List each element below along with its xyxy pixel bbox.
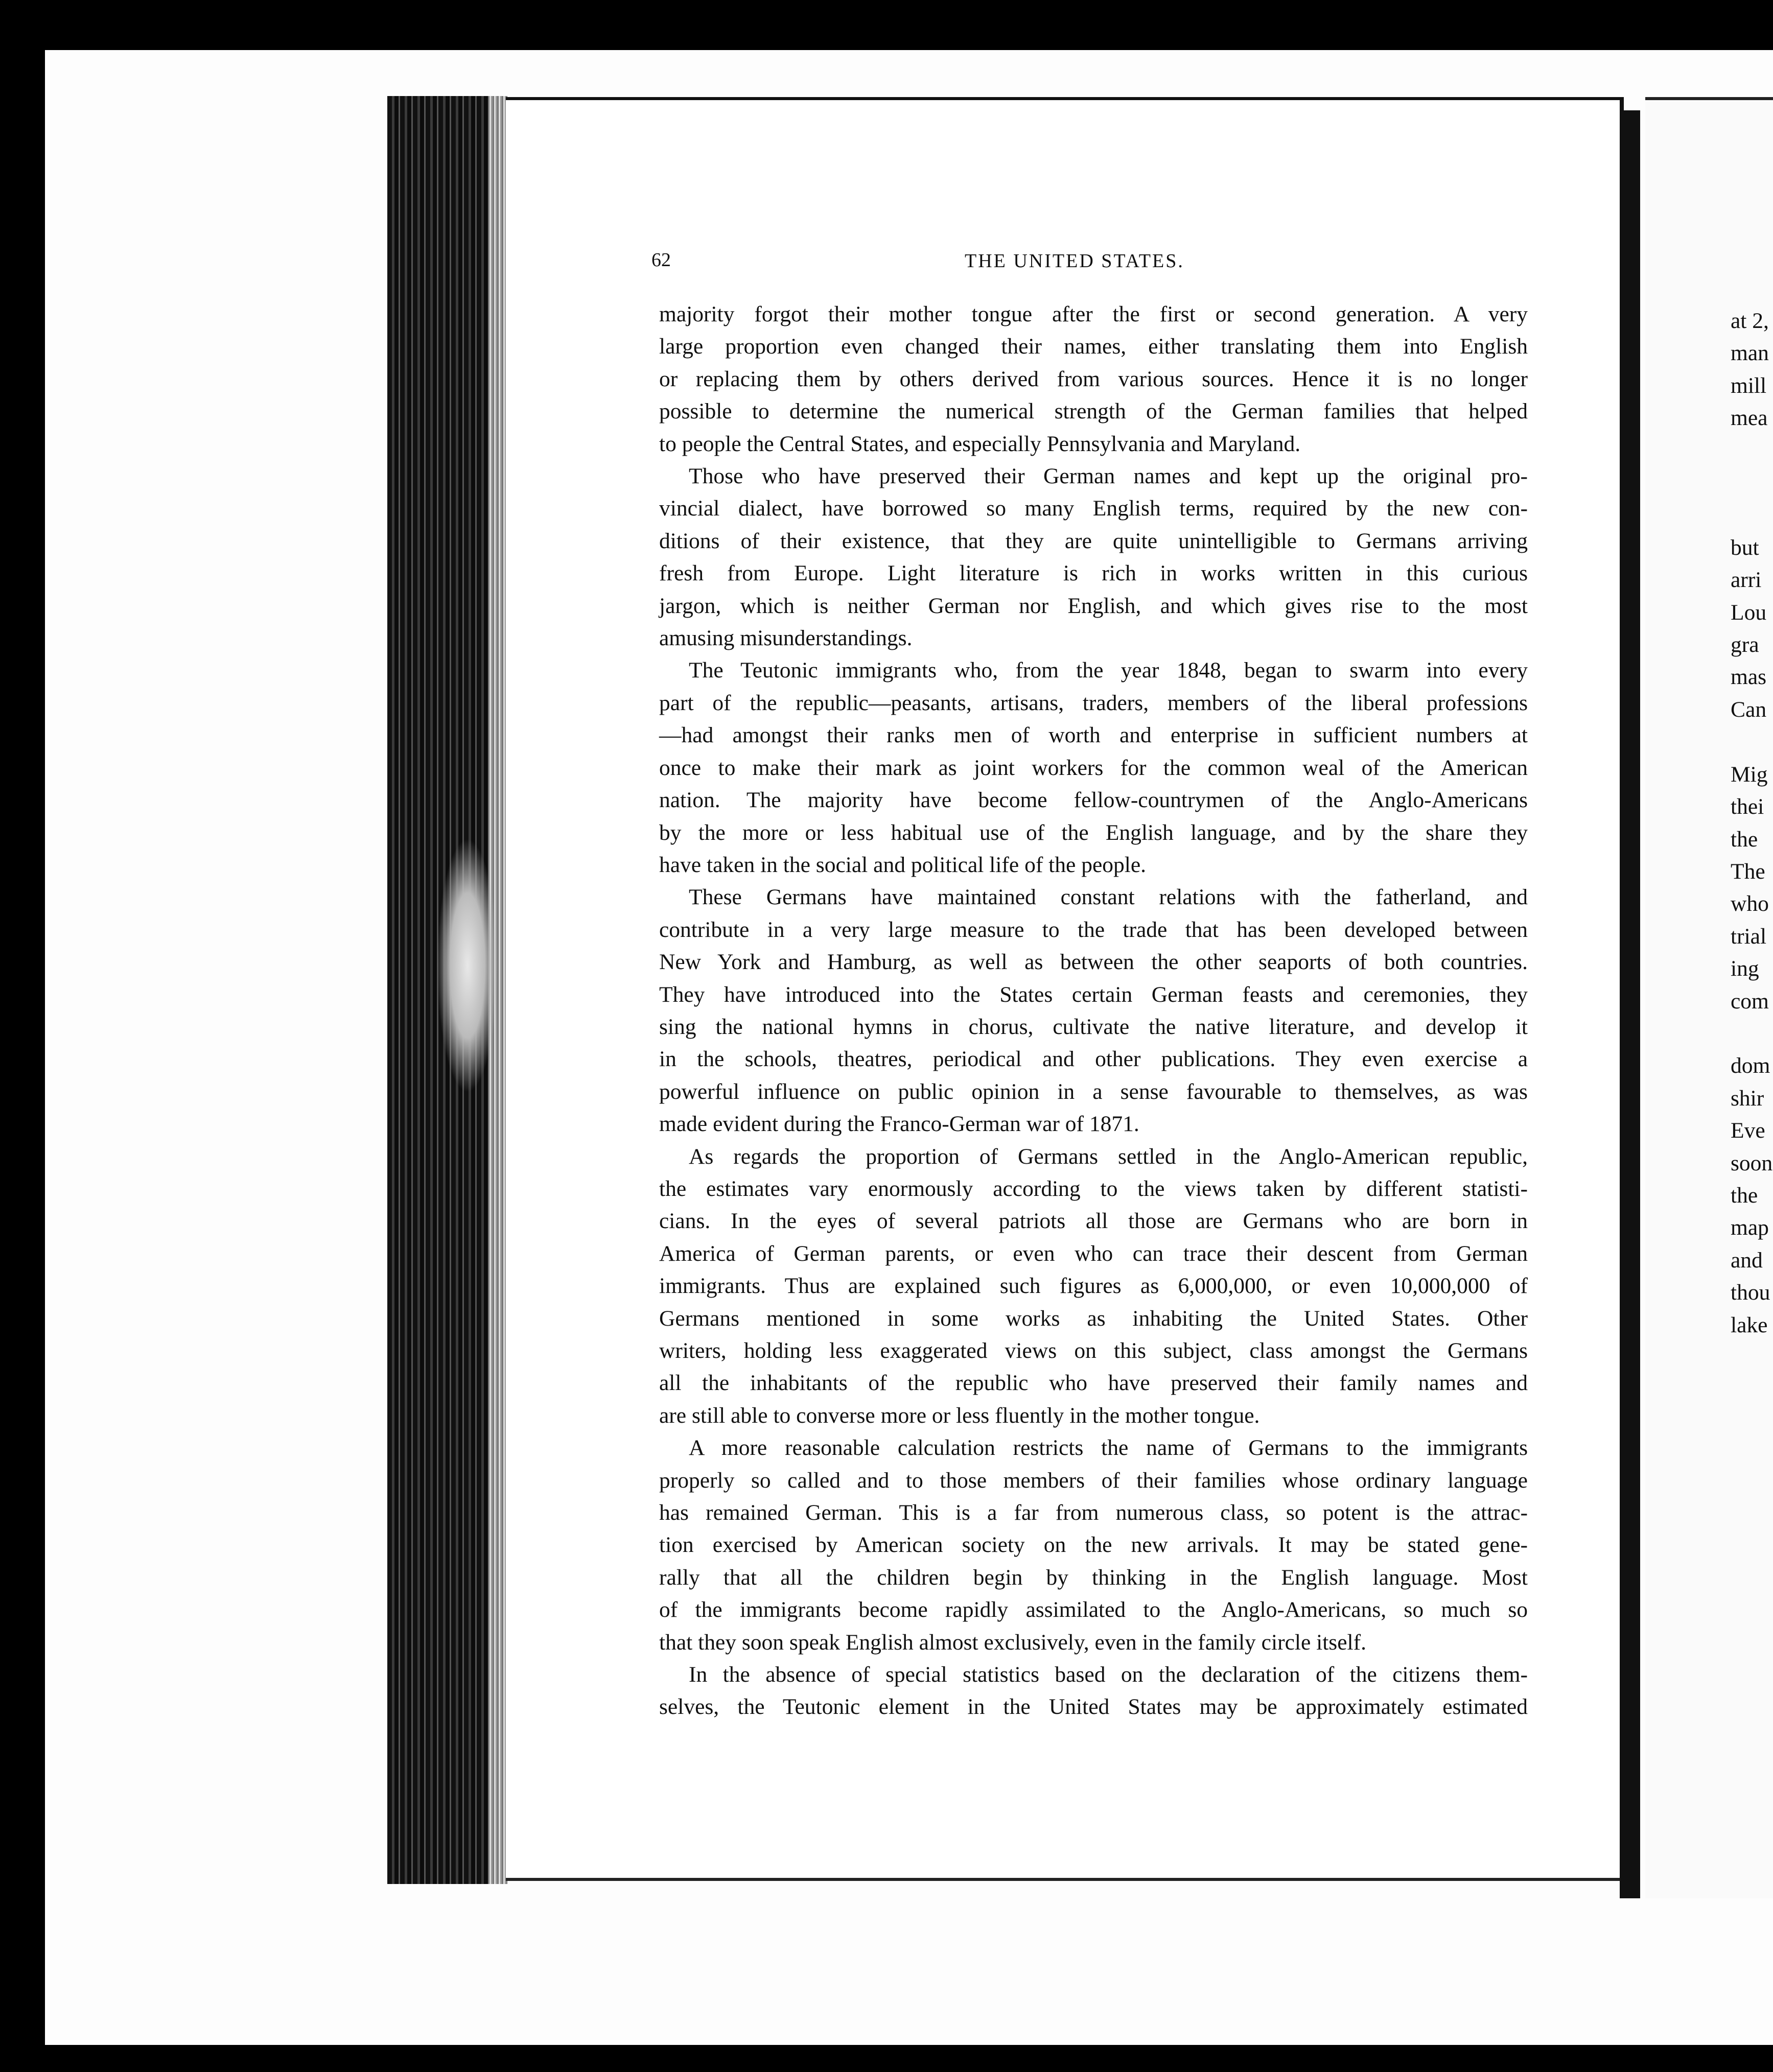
facing-line: the <box>1731 1183 1758 1208</box>
text-line: majority forgot their mother tongue after the first or second generation. A very <box>659 302 1528 326</box>
facing-line: lake <box>1731 1312 1768 1337</box>
text-line: Germans mentioned in some works as inhabiting the United States. Other <box>659 1306 1528 1331</box>
text-line: The Teutonic immigrants who, from the year 1848, began to swarm into every <box>689 658 1528 683</box>
text-line: large proportion even changed their names, either translating them into English <box>659 334 1528 359</box>
facing-line: The <box>1731 859 1765 884</box>
running-head: THE UNITED STATES. <box>965 250 1184 272</box>
text-line: has remained German. This is a far from numerous class, so potent is the attrac- <box>659 1500 1528 1525</box>
text-line: of the immigrants become rapidly assimilated to the Anglo-Americans, so much so <box>659 1597 1528 1622</box>
text-line: America of German parents, or even who can trace their descent from German <box>659 1241 1528 1266</box>
facing-line <box>1731 499 1773 531</box>
text-line: rally that all the children begin by thinking in the English language. Most <box>659 1565 1528 1590</box>
facing-line: who <box>1731 891 1769 916</box>
text-line: to people the Central States, and especially Pennsylvania and Maryland. <box>659 431 1301 456</box>
text-line: part of the republic—peasants, artisans, traders, members of the liberal professions <box>659 690 1528 715</box>
text-line: vincial dialect, have borrowed so many English terms, required by the new con- <box>659 496 1528 521</box>
text-line: by the more or less habitual use of the English language, and by the share they <box>659 820 1528 845</box>
scan-border-bottom <box>0 2045 1773 2072</box>
text-line: A more reasonable calculation restricts the name of Germans to the immigrants <box>689 1435 1528 1461</box>
facing-page-text <box>1731 305 1773 1341</box>
text-line: In the absence of special statistics based on the declaration of the citizens them- <box>689 1662 1528 1687</box>
text-line: properly so called and to those members of their families whose ordinary language <box>659 1468 1528 1493</box>
facing-line: arri <box>1731 568 1762 593</box>
facing-line: thou <box>1731 1280 1770 1305</box>
text-line: —had amongst their ranks men of worth and enterprise in sufficient numbers at <box>659 723 1528 748</box>
facing-line: mill <box>1731 373 1767 398</box>
text-line: have taken in the social and political life of the people. <box>659 852 1147 877</box>
text-line: writers, holding less exaggerated views on this subject, class amongst the Germans <box>659 1338 1528 1363</box>
text-line: the estimates vary enormously according to the views taken by different statisti- <box>659 1176 1528 1201</box>
facing-line: dom <box>1731 1053 1770 1078</box>
facing-line: map <box>1731 1215 1769 1240</box>
facing-line: com <box>1731 988 1769 1014</box>
scan-border-top <box>0 0 1773 50</box>
text-line: in the schools, theatres, periodical and other publications. They even exercise a <box>659 1047 1528 1072</box>
facing-line: man <box>1731 341 1769 366</box>
text-line: once to make their mark as joint workers for the common weal of the American <box>659 755 1528 780</box>
text-line: ditions of their existence, that they are quite unintelligible to Germans arriving <box>659 528 1528 553</box>
text-line: powerful influence on public opinion in a sense favourable to themselves, as was <box>659 1079 1528 1104</box>
text-line: that they soon speak English almost exclusively, even in the family circle itself. <box>659 1630 1366 1655</box>
facing-line: Eve <box>1731 1118 1765 1143</box>
text-line: all the inhabitants of the republic who have preserved their family names and <box>659 1371 1528 1396</box>
text-line: As regards the proportion of Germans settled in the Anglo-American republic, <box>689 1144 1528 1169</box>
facing-line: thei <box>1731 794 1764 819</box>
text-line: are still able to converse more or less fluently in the mother tongue. <box>659 1403 1260 1428</box>
facing-line: and <box>1731 1247 1763 1273</box>
facing-line: at 2, <box>1731 309 1769 333</box>
facing-line: mea <box>1731 406 1768 431</box>
text-line: nation. The majority have become fellow-countrymen of the Anglo-Americans <box>659 788 1528 813</box>
facing-line: shir <box>1731 1086 1764 1111</box>
page-header <box>651 249 1520 274</box>
facing-line <box>1731 467 1773 499</box>
text-line: fresh from Europe. Light literature is rich in works written in this curious <box>659 561 1528 586</box>
page-number: 62 <box>651 249 671 271</box>
facing-line: Lou <box>1731 600 1767 625</box>
text-line: Those who have preserved their German names and kept up the original pro- <box>689 464 1528 489</box>
text-line: tion exercised by American society on the new arrivals. It may be stated gene- <box>659 1533 1528 1558</box>
facing-line: but <box>1731 535 1759 560</box>
facing-line <box>1731 726 1773 758</box>
facing-line: trial <box>1731 924 1767 949</box>
facing-line: Can <box>1731 697 1767 722</box>
text-line: immigrants. Thus are explained such figures as 6,000,000, or even 10,000,000 of <box>659 1274 1528 1299</box>
text-line: selves, the Teutonic element in the United States may be approximately estimated <box>659 1694 1528 1720</box>
text-line: amusing misunderstandings. <box>659 626 913 651</box>
body-text <box>659 298 1528 1724</box>
facing-line <box>1731 1018 1773 1050</box>
spine-smudge <box>437 838 498 1093</box>
text-line: or replacing them by others derived from various sources. Hence it is no longer <box>659 366 1528 391</box>
text-line: made evident during the Franco-German war of 1871. <box>659 1112 1139 1137</box>
text-line: jargon, which is neither German nor English, and which gives rise to the most <box>659 593 1528 618</box>
text-line: They have introduced into the States certain German feasts and ceremonies, they <box>659 982 1528 1007</box>
text-line: contribute in a very large measure to the trade that has been developed between <box>659 917 1528 942</box>
facing-line: mas <box>1731 665 1767 690</box>
text-line: cians. In the eyes of several patriots all those are Germans who are born in <box>659 1209 1528 1234</box>
facing-line: ing <box>1731 956 1759 981</box>
facing-line: gra <box>1731 632 1759 657</box>
facing-line: soon <box>1731 1150 1773 1175</box>
facing-line: the <box>1731 827 1758 852</box>
facing-line <box>1731 435 1773 467</box>
text-line: New York and Hamburg, as well as between the other seaports of both countries. <box>659 950 1528 975</box>
text-line: possible to determine the numerical strength of the German families that helped <box>659 399 1528 424</box>
gutter-rule <box>1620 110 1640 1898</box>
text-line: sing the national hymns in chorus, cultivate the native literature, and develop it <box>659 1014 1528 1039</box>
text-line: These Germans have maintained constant relations with the fatherland, and <box>689 885 1528 910</box>
facing-line: Mig <box>1731 762 1768 787</box>
